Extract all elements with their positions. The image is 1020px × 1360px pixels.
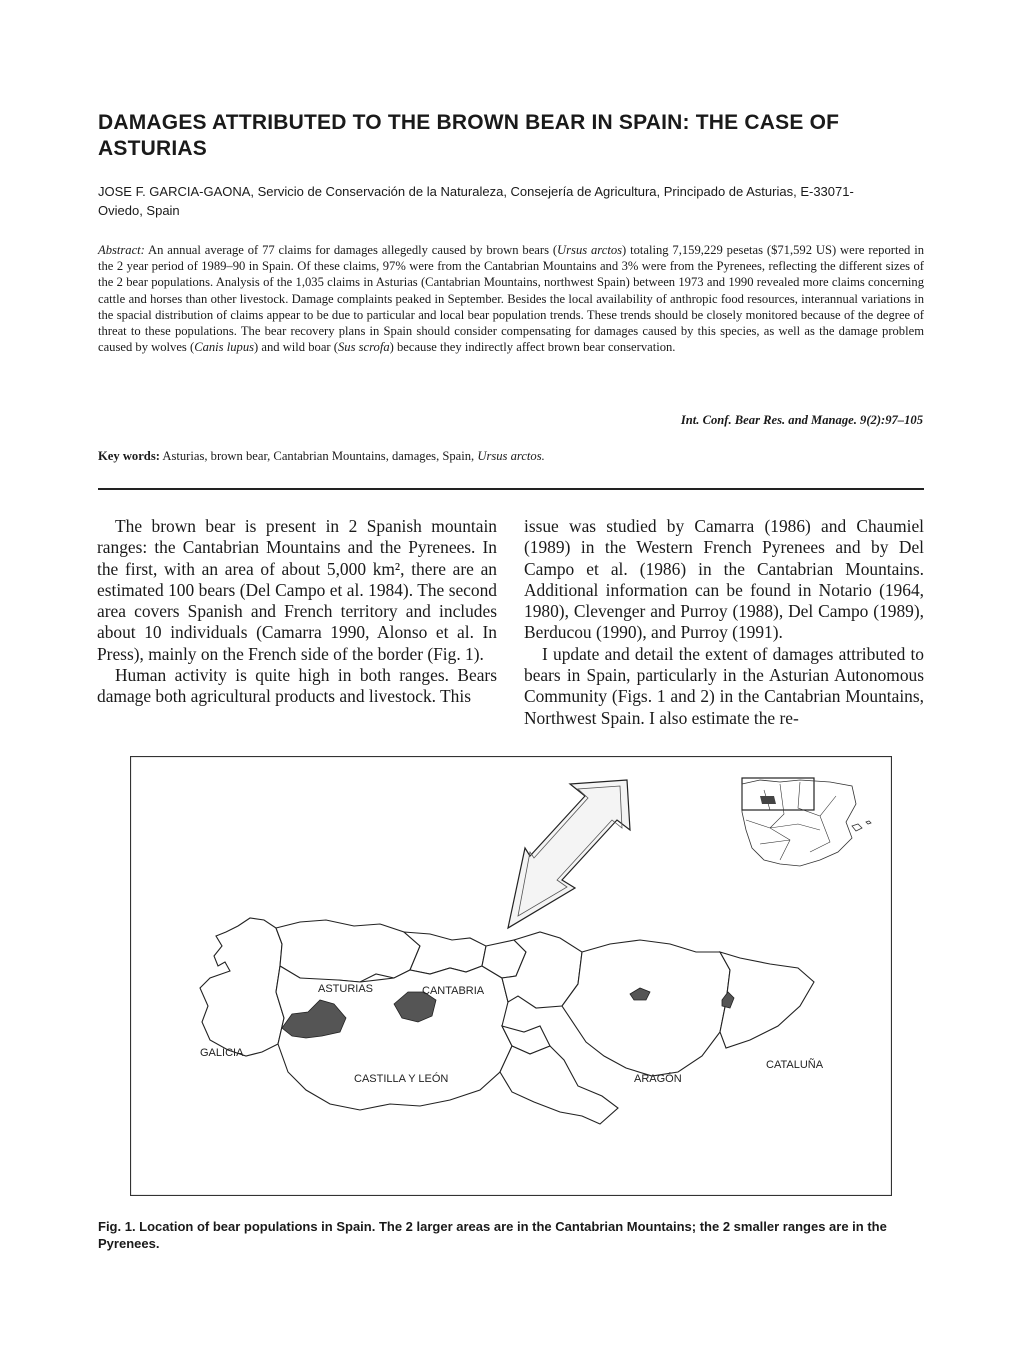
author-affiliation: JOSE F. GARCIA-GAONA, Servicio de Conservación de la Naturaleza, Consejería de Agricultura, Principado de Asturias, E-33071-Oviedo, Spain [98,184,854,218]
abstract-text-3: ) and wild boar ( [254,340,338,355]
journal-citation: Int. Conf. Bear Res. and Manage. 9(2):97–105 [680,413,923,427]
body-column-right [524,516,924,729]
body-paragraph: I update and detail the extent of damages attributed to bears in Spain, particularly in the Asturian Autonomous Community (Figs. 1 and 2) in the Cantabrian Mountains, Northwest Spain. I also estimate the re- [524,643,924,728]
figure-caption: Fig. 1. Location of bear populations in Spain. The 2 larger areas are in the Cantabrian Mountains; the 2 smaller ranges are in the Pyrenees. [98,1219,887,1251]
abstract [98,242,924,355]
abstract-species-ursus: Ursus arctos [557,243,623,257]
abstract-text-1: An annual average of 77 claims for damages allegedly caused by brown bears ( [144,243,558,257]
figure-1 [130,756,892,1196]
abstract-species-canis: Canis lupus [194,340,255,355]
map-label-aragon: ARAGÓN [634,1073,682,1085]
abstract-label: Abstract: [98,243,145,257]
abstract-text-4: ) because they indirectly affect brown bear conservation. [389,340,676,355]
body-paragraph: The brown bear is present in 2 Spanish mountain ranges: the Cantabrian Mountains and the Pyrenees. In the first, with an area of about 5,000 km², there are an estimated 100 bears (Del Campo et al. 1984). The second area covers Spanish and French territory and includes about 10 individuals (Camarra 1990, Alonso et al. In Press), mainly on the French side of the border (Fig. 1). [97,516,497,664]
abstract-species-sus: Sus scrofa [337,340,390,355]
paper-title: DAMAGES ATTRIBUTED TO THE BROWN BEAR IN SPAIN: THE CASE OF ASTURIAS [98,111,840,160]
keywords [98,449,545,464]
map-label-galicia: GALICIA [200,1047,244,1059]
body-paragraph: Human activity is quite high in both ranges. Bears damage both agricultural products and livestock. This [97,665,497,707]
keywords-text: Asturias, brown bear, Cantabrian Mountains, damages, Spain, [159,449,478,463]
section-divider [98,488,924,490]
map-label-asturias: ASTURIAS [318,983,374,995]
map-label-castilla-y-leon: CASTILLA Y LEÓN [354,1073,449,1085]
map-label-cataluna: CATALUÑA [766,1059,824,1071]
keywords-label: Key words: [98,449,160,463]
body-paragraph: issue was studied by Camarra (1986) and Chaumiel (1989) in the Western French Pyrenees and by Del Campo et al. (1986) in the Cantabrian Mountains. Additional information can be found in Notario (1964, 1980), Clevenger and Purroy (1988), Del Campo (1989), Berducou (1990), and Purroy (1991). [524,516,924,643]
body-column-left [97,516,497,708]
map-label-cantabria: CANTABRIA [422,985,485,997]
inset-shaded-area [760,796,776,804]
spain-map [130,756,892,1196]
abstract-text-2: ) totaling 7,159,229 pesetas ($71,592 US) were reported in the 2 year period of 1989–90 in Spain. Of these claims, 97% were from the Cantabrian Mountains and 3% were from the Pyrenees, reflecting the different sizes of the 2 bear populations. Analysis of the 1,035 claims in Asturias (Cantabrian Mountains, northwest Spain) between 1973 and 1990 revealed more claims concerning cattle and horses than other livestock. Damage complaints peaked in September. Besides the local availability of anthropic food resources, interannual variations in the spacial distribution of claims appear to be due to particular and local bear population trends. These trends should be closely monitored because of the degree of threat to these populations. The bear recovery plans in Spain should consider compensating for damages caused by this species, as well as the damage problem caused by wolves ( [98,243,924,355]
keywords-species: Ursus arctos. [477,449,545,463]
